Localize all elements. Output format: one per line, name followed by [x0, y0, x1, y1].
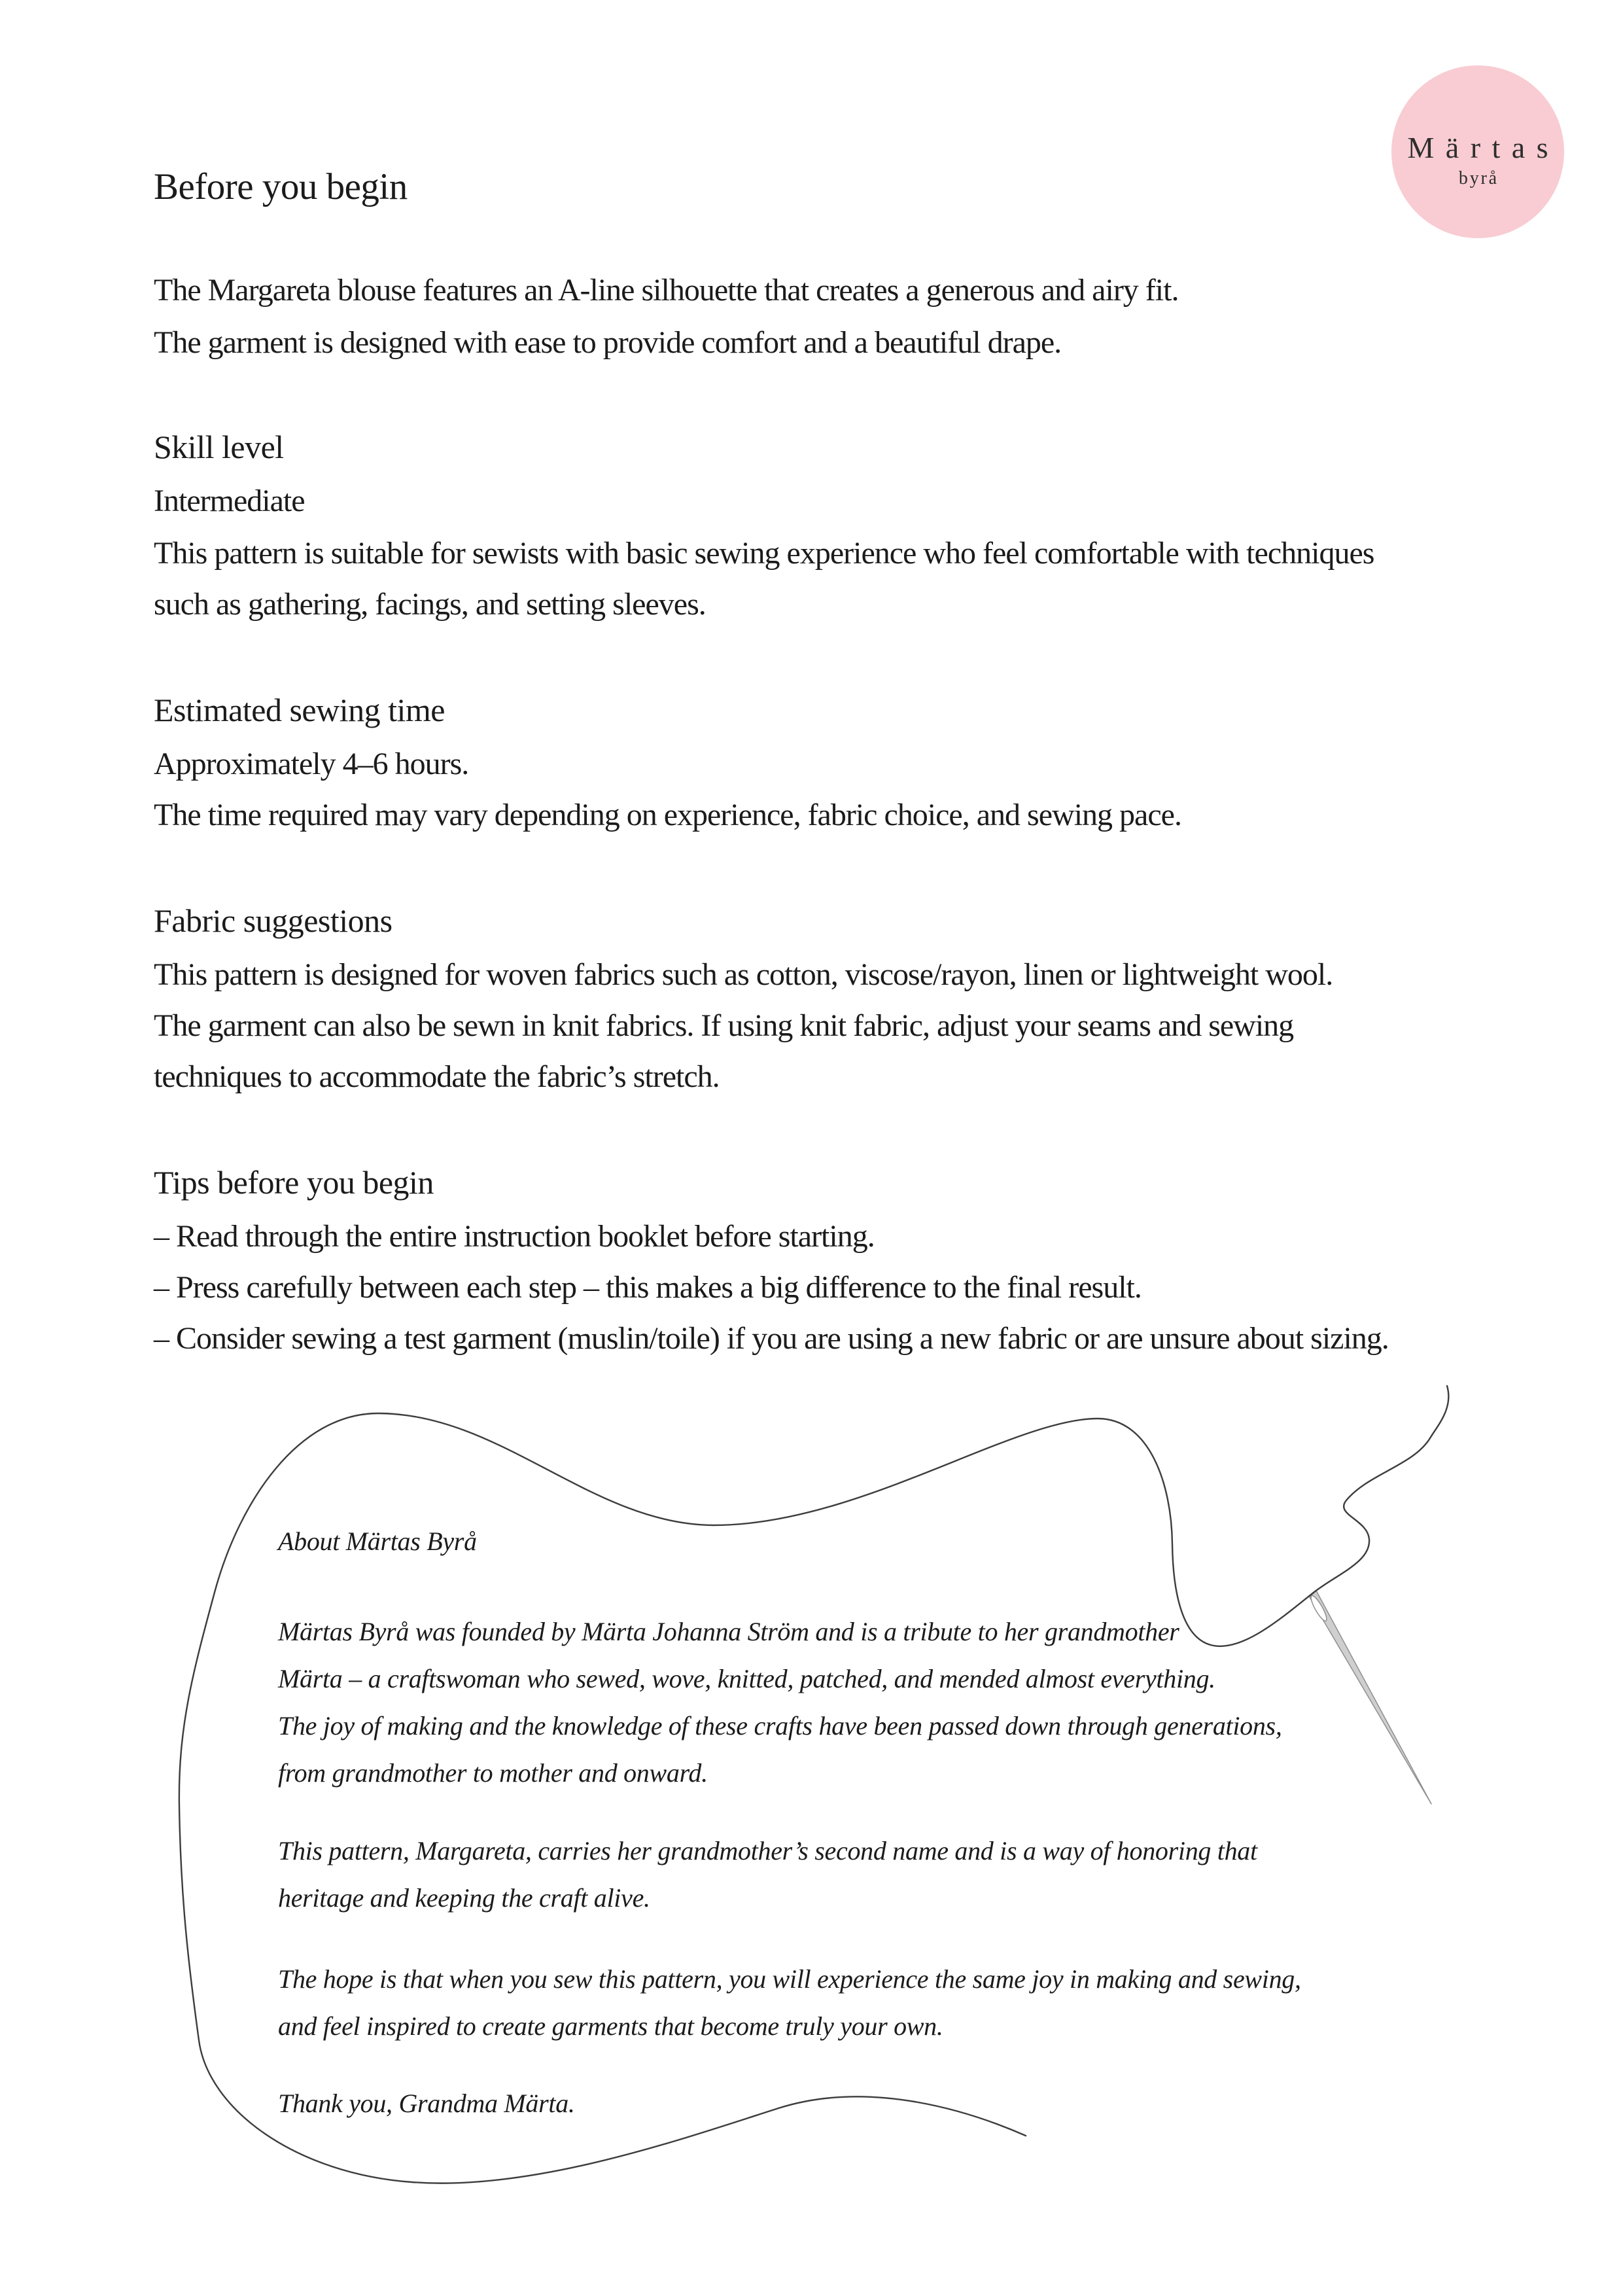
section-line: such as gathering, facings, and setting sleeves.: [154, 587, 706, 622]
section-heading-sewing-time: Estimated sewing time: [154, 692, 445, 728]
section-heading-skill-level: Skill level: [154, 429, 284, 465]
brand-subname: byrå: [1458, 168, 1499, 188]
brand-name: Märtas: [1407, 131, 1560, 164]
brand-logo: [1391, 65, 1564, 238]
section-heading-fabric-suggestions: Fabric suggestions: [154, 902, 393, 939]
tip-line: – Press carefully between each step – this makes a big difference to the final result.: [154, 1270, 1142, 1305]
about-line: from grandmother to mother and onward.: [278, 1758, 708, 1788]
section-line: techniques to accommodate the fabric’s stretch.: [154, 1059, 720, 1094]
section-line: The time required may vary depending on experience, fabric choice, and sewing pace.: [154, 798, 1181, 832]
about-heading: About Märtas Byrå: [278, 1527, 477, 1556]
page-title: Before you begin: [154, 166, 408, 207]
about-line: Märtas Byrå was founded by Märta Johanna Ström and is a tribute to her grandmother: [278, 1617, 1179, 1646]
about-line: The joy of making and the knowledge of these crafts have been passed down through generations,: [278, 1711, 1282, 1740]
about-line: heritage and keeping the craft alive.: [278, 1883, 650, 1913]
section-heading-tips: Tips before you begin: [154, 1164, 434, 1201]
intro-line: The Margareta blouse features an A-line silhouette that creates a generous and airy fit.: [154, 273, 1179, 308]
section-line: This pattern is suitable for sewists with basic sewing experience who feel comfortable with techniques: [154, 536, 1374, 571]
section-line: The garment can also be sewn in knit fabrics. If using knit fabric, adjust your seams and sewing: [154, 1008, 1294, 1043]
about-line: Märta – a craftswoman who sewed, wove, knitted, patched, and mended almost everything.: [278, 1664, 1215, 1693]
section-line: Intermediate: [154, 484, 305, 518]
section-line: Approximately 4–6 hours.: [154, 747, 469, 781]
intro-line: The garment is designed with ease to provide comfort and a beautiful drape.: [154, 325, 1062, 360]
about-closing: Thank you, Grandma Märta.: [278, 2089, 575, 2118]
needle-icon: [1308, 1591, 1431, 1804]
tip-line: – Read through the entire instruction booklet before starting.: [154, 1219, 875, 1254]
tip-line: – Consider sewing a test garment (muslin/toile) if you are using a new fabric or are unsure about sizing.: [154, 1321, 1389, 1356]
about-line: The hope is that when you sew this pattern, you will experience the same joy in making and sewing,: [278, 1964, 1301, 1994]
about-line: This pattern, Margareta, carries her grandmother’s second name and is a way of honoring that: [278, 1836, 1257, 1865]
about-line: and feel inspired to create garments that become truly your own.: [278, 2011, 943, 2041]
section-line: This pattern is designed for woven fabrics such as cotton, viscose/rayon, linen or lightweight wool.: [154, 957, 1333, 992]
